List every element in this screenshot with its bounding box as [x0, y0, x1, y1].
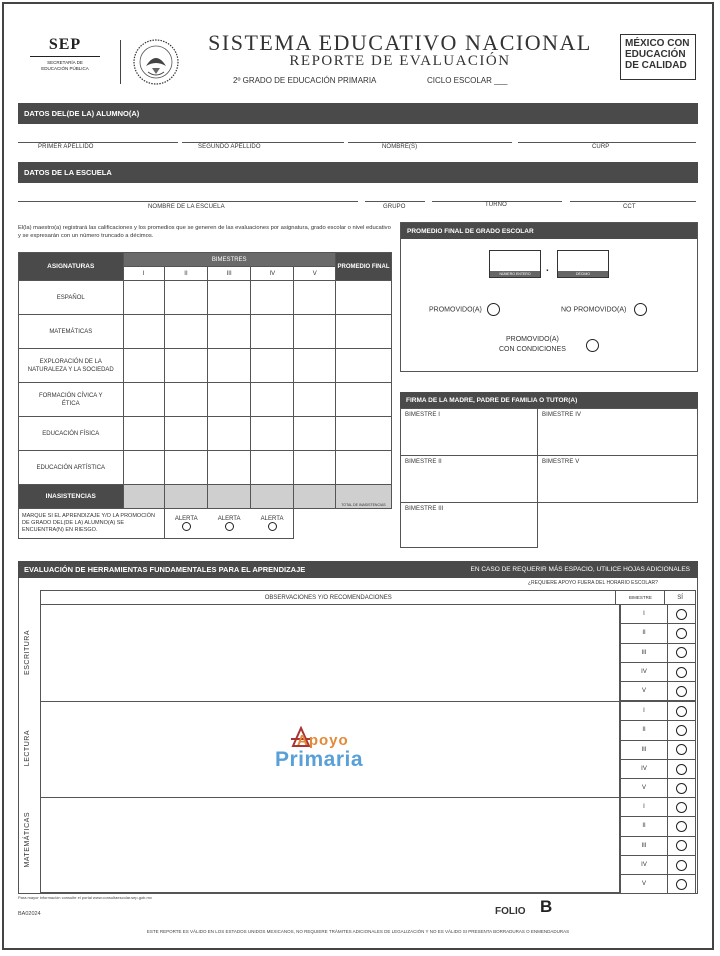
area-escritura: ESCRITURA: [24, 630, 31, 675]
area-matematicas: MATEMÁTICAS: [24, 812, 31, 868]
grade-cell[interactable]: [164, 315, 207, 349]
grade-cell[interactable]: [164, 281, 207, 315]
bimestre-label: IV: [641, 668, 647, 675]
herramientas-note: EN CASO DE REQUERIR MÁS ESPACIO, UTILICE HOJAS ADICIONALES: [470, 566, 690, 573]
si-radio[interactable]: [676, 609, 687, 620]
header-bim-5: V: [294, 267, 336, 281]
si-radio[interactable]: [676, 647, 687, 658]
line-segundo-apellido: [182, 142, 344, 143]
si-cell[interactable]: [667, 797, 696, 817]
subject-exploracion: EXPLORACIÓN DE LA NATURALEZA Y LA SOCIEDAD: [19, 349, 124, 383]
line-cct: [570, 201, 696, 202]
alert-label: ALERTA: [174, 516, 198, 522]
bimestre-label: II: [642, 823, 646, 830]
grade-cell[interactable]: [208, 451, 251, 485]
si-radio[interactable]: [676, 821, 687, 832]
no-promovido-radio[interactable]: [634, 303, 647, 316]
folio-label: FOLIO: [495, 906, 526, 917]
si-radio[interactable]: [676, 783, 687, 794]
label-nombre-escuela: NOMBRE DE LA ESCUELA: [148, 204, 225, 210]
grade-cell[interactable]: [251, 451, 294, 485]
promovido-label: PROMOVIDO(A): [429, 306, 482, 314]
grade-cell[interactable]: [251, 349, 294, 383]
bimestre-label: III: [641, 842, 647, 849]
risk-text: MARQUE SI EL APRENDIZAJE Y/O LA PROMOCIÓN DE GRADO DEL(DE LA) ALUMNO(A) SE ENCUENTRA(N) EN RIESGO.: [19, 509, 165, 539]
si-cell[interactable]: [667, 701, 696, 721]
promedio-integer-label: NÚMERO ENTERO: [490, 271, 540, 277]
grade-cell[interactable]: [123, 417, 164, 451]
grade-cell[interactable]: [123, 281, 164, 315]
apoyo-primaria-logo: [275, 728, 390, 774]
grade-cell[interactable]: [251, 383, 294, 417]
alert-cell-1[interactable]: [164, 509, 207, 539]
si-radio[interactable]: [676, 840, 687, 851]
firma-label: BIMESTRE V: [542, 459, 580, 465]
sep-sub-text: SECRETARÍA DE EDUCACIÓN PÚBLICA: [41, 60, 89, 71]
bimestre-cell: [620, 759, 668, 779]
alert-label: ALERTA: [260, 516, 284, 522]
si-radio[interactable]: [676, 706, 687, 717]
grades-table: [18, 252, 392, 539]
logo-line-3: DE CALIDAD: [625, 60, 687, 71]
header-bim-4: IV: [251, 267, 294, 281]
label-segundo-apellido: SEGUNDO APELLIDO: [198, 144, 261, 150]
line-curp: [518, 142, 696, 143]
final-cell[interactable]: [335, 417, 391, 451]
grade-cell[interactable]: [294, 349, 336, 383]
absence-cell[interactable]: [294, 485, 336, 509]
line-nombre-escuela: [18, 201, 358, 202]
bimestre-cell: [620, 643, 668, 663]
header-bim-1: I: [123, 267, 164, 281]
table-row: [19, 451, 392, 485]
si-radio[interactable]: [676, 686, 687, 697]
alert-radio-1[interactable]: [182, 522, 191, 531]
herramientas-section-bar: [18, 561, 698, 578]
bimestre-cell: [620, 874, 668, 894]
subject-educacion-artistica: EDUCACIÓN ARTÍSTICA: [19, 451, 124, 485]
validity-text: ESTE REPORTE ES VÁLIDO EN LOS ESTADOS UNIDOS MEXICANOS, NO REQUIERE TRÁMITES ADICIONALES DE LEGALIZACIÓN Y NO ES VÁLIDO SI PRESENTA BORRADURAS O ENMENDADURAS: [146, 929, 570, 934]
no-promovido-label: NO PROMOVIDO(A): [561, 306, 627, 314]
bimestre-cell: [620, 797, 668, 817]
si-cell[interactable]: [667, 836, 696, 856]
watermark-top: Apoyo: [297, 732, 349, 749]
header-bim-2: II: [164, 267, 207, 281]
grade-cell[interactable]: [164, 451, 207, 485]
logo-line-1: MÉXICO CON: [625, 38, 690, 49]
grade-cell[interactable]: [123, 451, 164, 485]
promovido-radio[interactable]: [487, 303, 500, 316]
alert-cell-2[interactable]: [208, 509, 251, 539]
alert-cell-3[interactable]: [251, 509, 294, 539]
obs-escritura[interactable]: [40, 604, 620, 702]
sep-logo-text: SEP: [30, 36, 100, 57]
grade-cell[interactable]: [251, 281, 294, 315]
table-row: [19, 349, 392, 383]
si-cell[interactable]: [667, 604, 696, 624]
grade-cell[interactable]: [294, 315, 336, 349]
promedio-decimal-box[interactable]: [557, 250, 609, 278]
table-row: [19, 383, 392, 417]
alert-radio-2[interactable]: [225, 522, 234, 531]
grade-cell[interactable]: [208, 417, 251, 451]
si-header: SÍ: [665, 591, 696, 605]
si-cell[interactable]: [667, 816, 696, 836]
bimestre-cell: [620, 701, 668, 721]
bimestre-label: III: [641, 649, 647, 656]
si-radio[interactable]: [676, 744, 687, 755]
alert-label: ALERTA: [217, 516, 241, 522]
grade-line: 2º GRADO DE EDUCACIÓN PRIMARIA: [233, 76, 377, 85]
mexico-calidad-logo: [620, 34, 696, 80]
grade-cell[interactable]: [123, 383, 164, 417]
grade-cell[interactable]: [251, 417, 294, 451]
bimestre-label: V: [641, 688, 646, 695]
table-row: [19, 509, 392, 539]
grade-cell[interactable]: [294, 383, 336, 417]
header-title: SISTEMA EDUCATIVO NACIONAL: [208, 30, 592, 55]
firma-bimestre-4[interactable]: [537, 408, 698, 456]
si-cell[interactable]: [667, 681, 696, 701]
alert-radio-3[interactable]: [268, 522, 277, 531]
bimestre-label: IV: [641, 765, 647, 772]
obs-matematicas[interactable]: [40, 797, 620, 893]
si-cell[interactable]: [667, 623, 696, 643]
si-cell[interactable]: [667, 740, 696, 760]
condiciones-radio[interactable]: [586, 339, 599, 352]
grade-cell[interactable]: [208, 281, 251, 315]
more-info: Para mayor información consulte el portal www.consultaescolar.sep.gob.mx: [18, 895, 152, 900]
school-section-bar: DATOS DE LA ESCUELA: [18, 162, 698, 183]
absence-cell[interactable]: [123, 485, 164, 509]
no-promovido-option[interactable]: [561, 303, 647, 316]
obs-header: OBSERVACIONES Y/O RECOMENDACIONES: [41, 591, 616, 605]
firma-label: BIMESTRE II: [405, 459, 442, 465]
bimestre-cell: [620, 855, 668, 875]
grade-cell[interactable]: [208, 349, 251, 383]
watermark-bottom: Primaria: [275, 748, 364, 771]
final-cell[interactable]: [335, 349, 391, 383]
header-bim-3: III: [208, 267, 251, 281]
final-cell[interactable]: [335, 281, 391, 315]
grade-cell[interactable]: [208, 315, 251, 349]
bimestre-label: III: [641, 746, 647, 753]
condiciones-label-1: PROMOVIDO(A): [506, 336, 559, 343]
promedio-decimal-label: DÉCIMO: [558, 271, 608, 277]
grade-cell[interactable]: [294, 281, 336, 315]
bimestre-label: I: [643, 804, 645, 810]
bim-header: BIMESTRE: [616, 591, 665, 605]
si-cell[interactable]: [667, 855, 696, 875]
bimestre-cell: [620, 778, 668, 798]
condiciones-option[interactable]: [499, 335, 566, 355]
grade-cell[interactable]: [251, 315, 294, 349]
final-cell[interactable]: [335, 451, 391, 485]
si-radio[interactable]: [676, 725, 687, 736]
table-row: [19, 417, 392, 451]
firma-box: [400, 392, 698, 548]
bimestre-cell: [620, 681, 668, 701]
table-row: [19, 281, 392, 315]
total-inasistencias[interactable]: TOTAL DE INASISTENCIAS: [335, 485, 391, 509]
promedio-box: [400, 222, 698, 372]
si-cell[interactable]: [667, 643, 696, 663]
si-cell[interactable]: [667, 874, 696, 894]
area-lectura: LECTURA: [24, 730, 31, 767]
label-curp: CURP: [592, 144, 610, 150]
bimestre-cell: [620, 816, 668, 836]
sep-logo: [30, 36, 100, 72]
logo-line-2: EDUCACIÓN: [625, 49, 686, 60]
bimestre-cell: [620, 836, 668, 856]
label-grupo: GRUPO: [383, 204, 406, 210]
bimestre-cell: [620, 604, 668, 624]
table-row: [19, 315, 392, 349]
line-nombres: [348, 142, 512, 143]
header-promedio-final: PROMEDIO FINAL: [335, 253, 391, 281]
grade-cell[interactable]: [123, 315, 164, 349]
si-cell[interactable]: [667, 662, 696, 682]
divider-vertical: [120, 40, 121, 84]
form-code: BA02024: [18, 911, 41, 917]
firma-bimestre-2[interactable]: [400, 455, 538, 503]
label-cct: CCT: [623, 204, 636, 210]
bimestre-cell: [620, 720, 668, 740]
line-primer-apellido: [18, 142, 178, 143]
grade-cell[interactable]: [164, 349, 207, 383]
bimestre-label: V: [641, 785, 646, 792]
si-cell[interactable]: [667, 720, 696, 740]
bimestre-label: IV: [641, 861, 647, 868]
absence-cell[interactable]: [164, 485, 207, 509]
promedio-integer-box[interactable]: [489, 250, 541, 278]
firma-label: BIMESTRE III: [405, 506, 444, 512]
bimestre-cell: [620, 662, 668, 682]
student-section-bar: DATOS DEL(DE LA) ALUMNO(A): [18, 103, 698, 124]
bimestre-label: V: [641, 881, 646, 888]
firma-label: BIMESTRE IV: [542, 412, 582, 418]
si-radio[interactable]: [676, 667, 687, 678]
firma-bimestre-3[interactable]: [400, 502, 538, 548]
decimal-point: .: [546, 263, 549, 274]
bimestre-cell: [620, 740, 668, 760]
inasistencias-label: INASISTENCIAS: [19, 485, 124, 509]
grade-cell[interactable]: [164, 417, 207, 451]
instructions-text: El(la) maestro(a) registrará las calificaciones y los promedios que se generen de las evaluaciones por asignatura, grado escolar o nivel educativo y se expresarán con un número truncado a décimos.: [18, 225, 391, 239]
si-radio[interactable]: [676, 764, 687, 775]
header-asignaturas: ASIGNATURAS: [19, 253, 124, 281]
grade-cell[interactable]: [123, 349, 164, 383]
si-radio[interactable]: [676, 879, 687, 890]
condiciones-label-2: CON CONDICIONES: [499, 346, 566, 353]
bimestre-label: I: [643, 611, 645, 617]
promovido-option[interactable]: [429, 303, 500, 316]
firma-section-bar: FIRMA DE LA MADRE, PADRE DE FAMILIA O TUTOR(A): [400, 392, 698, 408]
subject-formacion: FORMACIÓN CÍVICA Y ÉTICA: [19, 383, 124, 417]
bimestre-cell: [620, 623, 668, 643]
empty-cell: [294, 509, 392, 539]
observaciones-table: [40, 590, 696, 605]
grade-cell[interactable]: [164, 383, 207, 417]
ciclo-escolar: CICLO ESCOLAR ___: [427, 76, 508, 85]
firma-label: BIMESTRE I: [405, 412, 441, 418]
folio-value: B: [540, 897, 553, 916]
subject-espanol: ESPAÑOL: [19, 281, 124, 315]
label-primer-apellido: PRIMER APELLIDO: [38, 144, 94, 150]
bimestre-label: II: [642, 630, 646, 637]
bimestre-label: I: [643, 708, 645, 714]
subject-educacion-fisica: EDUCACIÓN FÍSICA: [19, 417, 124, 451]
label-turno: TURNO: [485, 202, 507, 208]
si-radio[interactable]: [676, 628, 687, 639]
apoyo-question: ¿REQUIERE APOYO FUERA DEL HORARIO ESCOLAR?: [528, 580, 658, 586]
herramientas-title: EVALUACIÓN DE HERRAMIENTAS FUNDAMENTALES PARA EL APRENDIZAJE: [24, 565, 306, 574]
si-cell[interactable]: [667, 759, 696, 779]
final-cell[interactable]: [335, 383, 391, 417]
table-row: [19, 485, 392, 509]
firma-bimestre-1[interactable]: [400, 408, 538, 456]
label-nombres: NOMBRE(S): [382, 144, 418, 150]
grade-cell[interactable]: [294, 451, 336, 485]
grade-cell[interactable]: [294, 417, 336, 451]
subject-matematicas: MATEMÁTICAS: [19, 315, 124, 349]
header-bimestres: BIMESTRES: [123, 253, 335, 267]
grade-cell[interactable]: [208, 383, 251, 417]
absence-cell[interactable]: [251, 485, 294, 509]
header-subtitle: REPORTE DE EVALUACIÓN: [289, 53, 511, 69]
final-cell[interactable]: [335, 315, 391, 349]
si-radio[interactable]: [676, 802, 687, 813]
absence-cell[interactable]: [208, 485, 251, 509]
si-radio[interactable]: [676, 860, 687, 871]
si-cell[interactable]: [667, 778, 696, 798]
eagle-seal-icon: [132, 38, 180, 86]
firma-bimestre-5[interactable]: [537, 455, 698, 503]
promedio-section-bar: PROMEDIO FINAL DE GRADO ESCOLAR: [401, 223, 697, 239]
line-grupo: [365, 201, 425, 202]
bimestre-label: II: [642, 727, 646, 734]
